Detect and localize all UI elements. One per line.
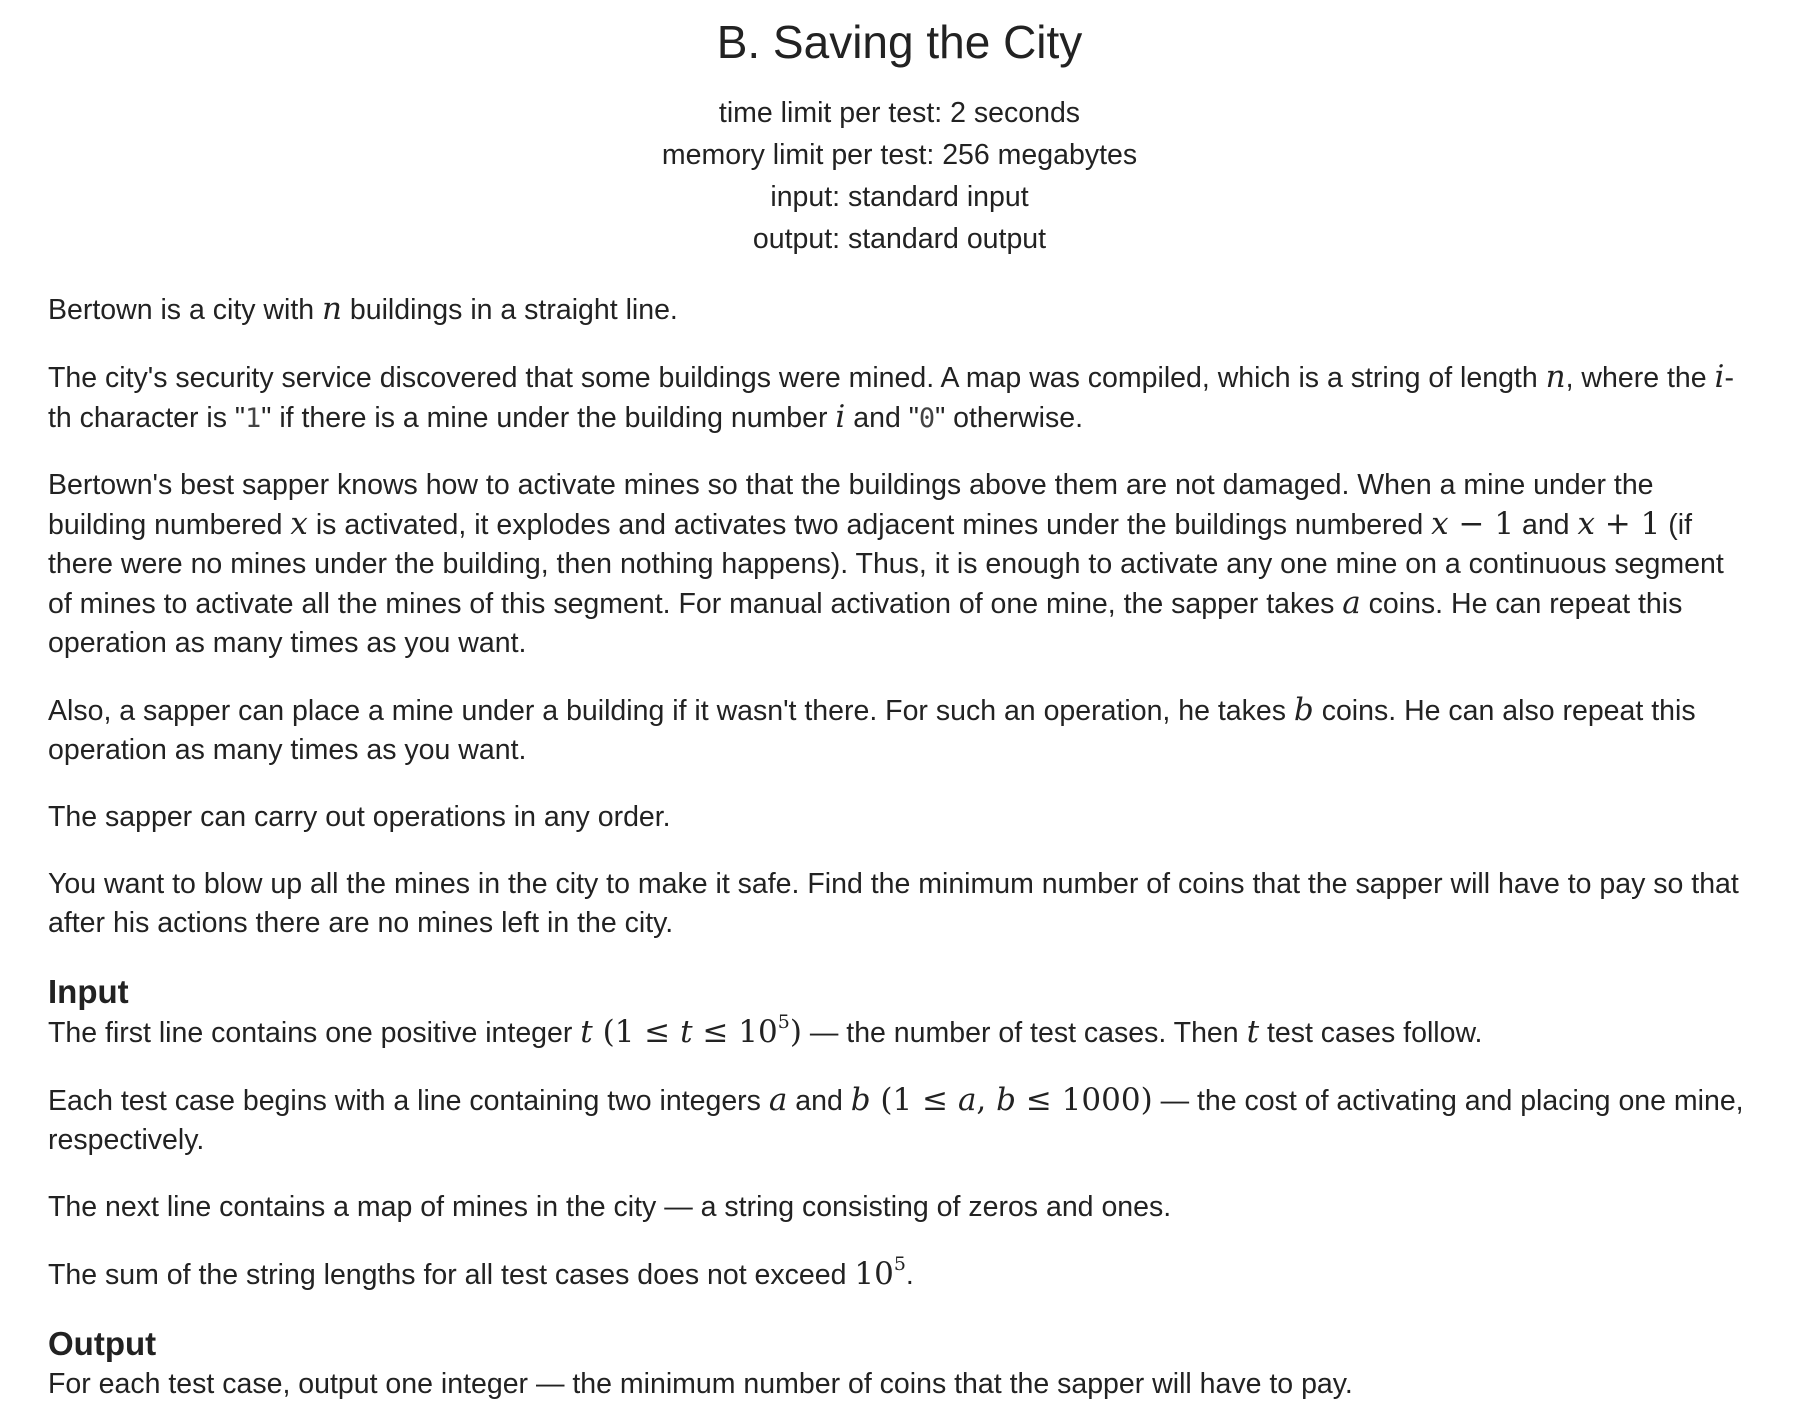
math-x-minus-1: x bbox=[1431, 506, 1449, 542]
math-a: a bbox=[1342, 585, 1361, 621]
statement-paragraph-4: Also, a sapper can place a mine under a building if it wasn't there. For such an operation, he takes b coins. He can also repeat this operation as many times as you want. bbox=[48, 692, 1696, 766]
output-paragraph-1: For each test case, output one integer — the minimum number of coins that the sapper will have to pay. bbox=[48, 1368, 1353, 1400]
code-zero: 0 bbox=[918, 403, 936, 434]
input-section-title: Input bbox=[48, 973, 129, 1010]
math-x: x bbox=[290, 506, 308, 542]
math-t: t bbox=[1246, 1014, 1260, 1050]
exponent: 5 bbox=[893, 1253, 906, 1275]
math-x-plus-1: x bbox=[1577, 506, 1595, 542]
code-one: 1 bbox=[245, 403, 262, 434]
math-n: n bbox=[322, 291, 342, 327]
math-n: n bbox=[1545, 359, 1566, 395]
math-b: b bbox=[850, 1082, 871, 1118]
input-paragraph-2: Each test case begins with a line containing two integers a and b (1 ≤ a, b ≤ 1000) — the cost of activating and placing one mine, respectively. bbox=[48, 1082, 1744, 1156]
exponent: 5 bbox=[777, 1011, 790, 1033]
problem-title: B. Saving the City bbox=[716, 16, 1083, 68]
math-i: i bbox=[1714, 359, 1725, 395]
output-section-title: Output bbox=[48, 1325, 157, 1362]
statement-paragraph-3: Bertown's best sapper knows how to activate mines so that the buildings above them are not damaged. When a mine under the building numbered x is activated, it explodes and activates two adjacent mines under the buildings numbered x − 1 and x + 1 (if there were no mines under the building, then nothing happens). Thus, it is enough to activate any one mine on a continuous segment of mines to activate all the mines of this segment. For manual activation of one mine, the sapper takes a coins. He can repeat this operation as many times as you want. bbox=[48, 469, 1724, 659]
problem-header bbox=[48, 0, 1751, 260]
input-paragraph-1: The first line contains one positive integer t $(1 \le t \le 10^5)$ — the number of test cases. Then t test cases follow. bbox=[48, 1011, 1483, 1050]
math-b: b bbox=[1293, 692, 1314, 728]
memory-limit: memory limit per test: 256 megabytes bbox=[661, 139, 1138, 171]
problem-limits bbox=[48, 92, 1751, 260]
math-a: a bbox=[768, 1082, 788, 1118]
statement-paragraph-5: The sapper can carry out operations in any order. bbox=[48, 801, 671, 833]
input-spec: input: standard input bbox=[770, 181, 1029, 213]
time-limit: time limit per test: 2 seconds bbox=[718, 97, 1081, 129]
input-paragraph-4: The sum of the string lengths for all test cases does not exceed $10^5$. bbox=[48, 1253, 914, 1292]
statement-paragraph-6: You want to blow up all the mines in the city to make it safe. Find the minimum number of coins that the sapper will have to pay so that after his actions there are no mines left in the city. bbox=[48, 868, 1739, 939]
math-t: t bbox=[580, 1014, 593, 1050]
statement-paragraph-1: Bertown is a city with n buildings in a straight line. bbox=[48, 291, 678, 327]
math-i: i bbox=[835, 399, 846, 435]
statement-paragraph-2: The city's security service discovered that some buildings were mined. A map was compiled, which is a string of length n, where the i-th character is "1" if there is a mine under the building number i and "0" otherwise. bbox=[48, 359, 1734, 435]
output-spec: output: standard output bbox=[752, 223, 1047, 255]
input-paragraph-3: The next line contains a map of mines in the city — a string consisting of zeros and ones. bbox=[48, 1191, 1172, 1223]
math-ten: 10 bbox=[854, 1256, 894, 1292]
